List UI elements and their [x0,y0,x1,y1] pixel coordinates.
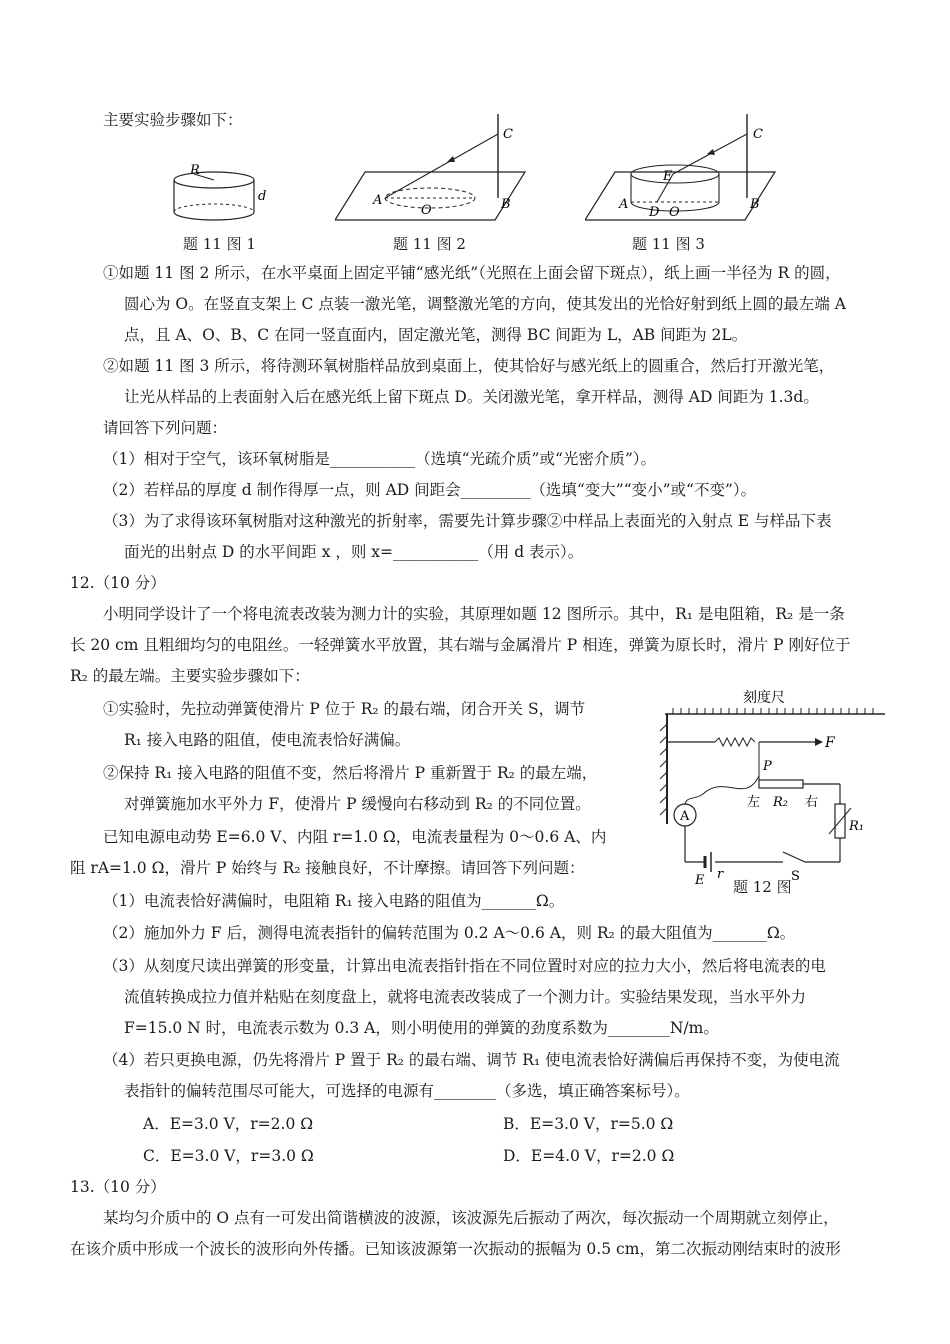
fig12-right: 右 [805,795,819,810]
f2-label-B: B [501,197,511,212]
q11-sub2: （2）若样品的厚度 d 制作得厚一点，则 AD 间距会_________（选填“变大”“变小”或“不变”）。 [103,481,757,499]
fig12-R2: R₂ [773,795,788,810]
caption-fig-12: 题 12 图 [733,878,792,896]
f2-label-C: C [503,127,513,142]
f3-label-A: A [619,197,629,212]
q12-option-d: D．E=4.0 V，r=2.0 Ω [503,1147,675,1165]
q11-sub3-line1: （3）为了求得该环氧树脂对这种激光的折射率，需要先计算步骤②中样品上表面光的入射点 E 与样品下表 [103,512,832,530]
figure-11-3 [585,112,785,227]
q13-para-line2: 在该介质中形成一个波长的波形向外传播。已知该波源第一次振动的振幅为 0.5 cm，第二次振动刚结束时的波形 [70,1240,841,1258]
caption-fig-11-3: 题 11 图 3 [632,235,705,253]
q12-known-line1: 已知电源电动势 E=6.0 V、内阻 r=1.0 Ω，电流表量程为 0～0.6 A、内 [103,828,607,846]
f3-label-O: O [669,205,680,220]
f1-label-d: d [258,189,267,204]
q12-step2-line1: ②保持 R₁ 接入电路的阻值不变，然后将滑片 P 重新置于 R₂ 的最左端， [103,764,598,782]
q12-step1-line2: R₁ 接入电路的阻值，使电流表恰好满偏。 [124,731,411,749]
q12-sub3-line2: 流值转换成拉力值并粘贴在刻度盘上，就将电流表改装成了一个测力计。实验结果发现，当水平外力 [124,988,807,1006]
q12-option-a: A．E=3.0 V，r=2.0 Ω [143,1115,314,1133]
f1-label-R: R [190,163,200,178]
q12-step2-line2: 对弹簧施加水平外力 F，使滑片 P 缓慢向右移动到 R₂ 的不同位置。 [124,795,591,813]
fig12-S: S [791,869,800,884]
caption-fig-11-2: 题 11 图 2 [393,235,466,253]
q11-step1-line2: 圆心为 O。在竖直支架上 C 点装一激光笔，调整激光笔的方向，使其发出的光恰好射到纸上圆的最左端 A [124,295,846,313]
q12-option-c: C．E=3.0 V，r=3.0 Ω [143,1147,314,1165]
q11-step2-line2: 让光从样品的上表面射入后在感光纸上留下斑点 D。关闭激光笔，拿开样品，测得 AD 间距为 1.3d。 [124,388,819,406]
q11-step1-line3: 点，且 A、O、B、C 在同一竖直面内，固定激光笔，测得 BC 间距为 L，AB 间距为 2L。 [124,326,748,344]
figure-11-1 [160,160,270,230]
q11-step2-line1: ②如题 11 图 3 所示，将待测环氧树脂样品放到桌面上，使其恰好与感光纸上的圆重合，然后打开激光笔， [103,357,835,375]
figure-12-circuit [655,684,895,894]
q13-heading: 13.（10 分） [70,1178,166,1196]
fig12-left: 左 [747,795,761,810]
fig12-P: P [763,759,772,774]
q11-sub3-line2: 面光的出射点 D 的水平间距 x ，则 x=___________（用 d 表示）。 [124,543,584,561]
f3-label-E: E [663,169,673,184]
q12-para-line2: 长 20 cm 且粗细均匀的电阻丝。一轻弹簧水平放置，其右端与金属滑片 P 相连，弹簧为原长时，滑片 P 刚好位于 [70,636,851,654]
fig12-ammeter-A: A [680,809,690,824]
q12-sub1: （1）电流表恰好满偏时，电阻箱 R₁ 接入电路的阻值为_______Ω。 [103,892,565,910]
caption-fig-11-1: 题 11 图 1 [183,235,256,253]
q12-step1-line1: ①实验时，先拉动弹簧使滑片 P 位于 R₂ 的最右端，闭合开关 S，调节 [103,700,586,718]
q12-sub4-line1: （4）若只更换电源，仍先将滑片 P 置于 R₂ 的最右端、调节 R₁ 使电流表恰好满偏后再保持不变，为使电流 [103,1051,840,1069]
fig12-R1: R₁ [849,819,864,834]
f2-label-A: A [373,193,383,208]
intro-text: 主要实验步骤如下： [103,111,243,129]
f2-label-O: O [421,203,432,218]
fig12-E: E [695,873,705,888]
q12-sub3-line1: （3）从刻度尺读出弹簧的形变量，计算出电流表指针指在不同位置时对应的拉力大小，然后将电流表的电 [103,957,826,975]
q12-known-line2: 阻 rA=1.0 Ω，滑片 P 始终与 R₂ 接触良好，不计摩擦。请回答下列问题： [70,859,585,877]
f3-label-B: B [750,197,760,212]
q12-heading: 12.（10 分） [70,574,166,592]
q12-option-b: B．E=3.0 V，r=5.0 Ω [503,1115,674,1133]
q12-sub4-line2: 表指针的偏转范围尽可能大，可选择的电源有________（多选，填正确答案标号）。 [124,1082,690,1100]
f3-label-C: C [753,127,763,142]
fig12-F: F [825,735,835,751]
q11-sub1: （1）相对于空气，该环氧树脂是___________（选填“光疏介质”或“光密介质”）。 [103,450,657,468]
q12-sub2: （2）施加外力 F 后，测得电流表指针的偏转范围为 0.2 A～0.6 A，则 R₂ 的最大阻值为_______Ω。 [103,924,796,942]
fig12-ruler-label: 刻度尺 [743,690,785,706]
figure-11-2 [335,112,535,227]
ruler-ticks [673,708,873,714]
q11-ask: 请回答下列问题： [103,419,228,437]
q13-para-line1: 某均匀介质中的 O 点有一可发出简谐横波的波源，该波源先后振动了两次，每次振动一个周期就立刻停止， [103,1209,839,1227]
fig12-r: r [717,867,724,882]
q12-para-line3: R₂ 的最左端。主要实验步骤如下： [70,667,310,685]
q12-para-line1: 小明同学设计了一个将电流表改装为测力计的实验，其原理如题 12 图所示。其中，R₁ 是电阻箱，R₂ 是一条 [103,605,845,623]
q11-step1-line1: ①如题 11 图 2 所示，在水平桌面上固定平铺“感光纸”（光照在上面会留下斑点），纸上画一半径为 R 的圆， [103,264,841,282]
f3-label-D: D [649,205,660,220]
q12-sub3-line3: F=15.0 N 时，电流表示数为 0.3 A，则小明使用的弹簧的劲度系数为________N/m。 [124,1019,719,1037]
